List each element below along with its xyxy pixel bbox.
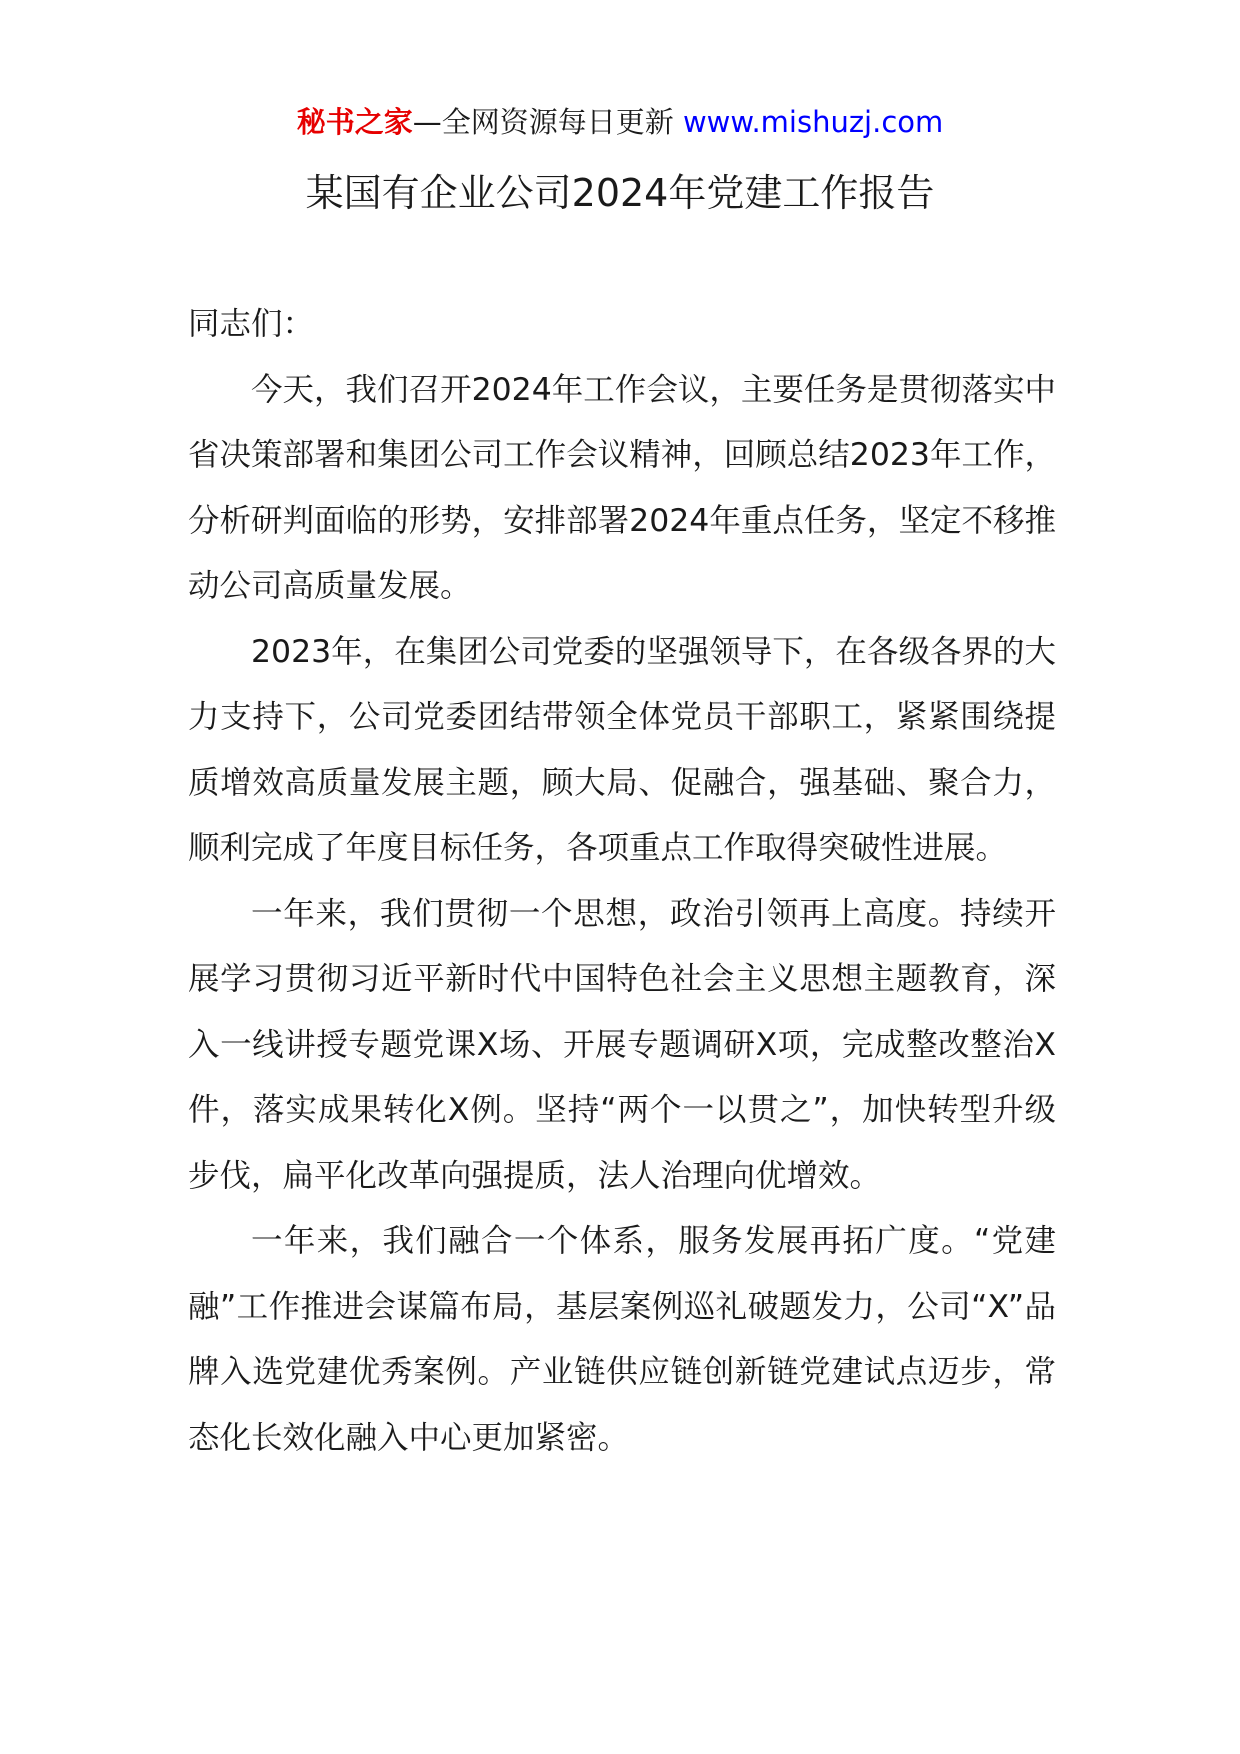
site-banner: [0, 100, 1240, 144]
paragraph: 2023年，在集团公司党委的坚强领导下，在各级各界的大力支持下，公司党委团结带领全体党员干部职工，紧紧围绕提质增效高质量发展主题，顾大局、促融合，强基础、聚合力，顺利完成了年度目标任务，各项重点工作取得突破性进展。: [188, 633, 1056, 866]
paragraph: 今天，我们召开2024年工作会议，主要任务是贯彻落实中省决策部署和集团公司工作会议精神，回顾总结2023年工作，分析研判面临的形势，安排部署2024年重点任务，坚定不移推动公司高质量发展。: [188, 371, 1056, 604]
document-title: 某国有企业公司2024年党建工作报告: [305, 171, 935, 215]
banner-slogan: —全网资源每日更新: [412, 105, 683, 139]
salutation: 同志们：: [188, 306, 315, 342]
site-url-link[interactable]: www.mishuzj.com: [682, 105, 944, 139]
document-body: [188, 292, 1056, 1471]
paragraph: 一年来，我们融合一个体系，服务发展再拓广度。“党建融”工作推进会谋篇布局，基层案例巡礼破题发力，公司“X”品牌入选党建优秀案例。产业链供应链创新链党建试点迈步，常态化长效化融入中心更加紧密。: [188, 1223, 1056, 1456]
brand-name: 秘书之家: [296, 105, 413, 139]
paragraph: 一年来，我们贯彻一个思想，政治引领再上高度。持续开展学习贯彻习近平新时代中国特色社会主义思想主题教育，深入一线讲授专题党课X场、开展专题调研X项，完成整改整治X件，落实成果转化X例。坚持“两个一以贯之”，加快转型升级步伐，扁平化改革向强提质，法人治理向优增效。: [188, 895, 1056, 1194]
